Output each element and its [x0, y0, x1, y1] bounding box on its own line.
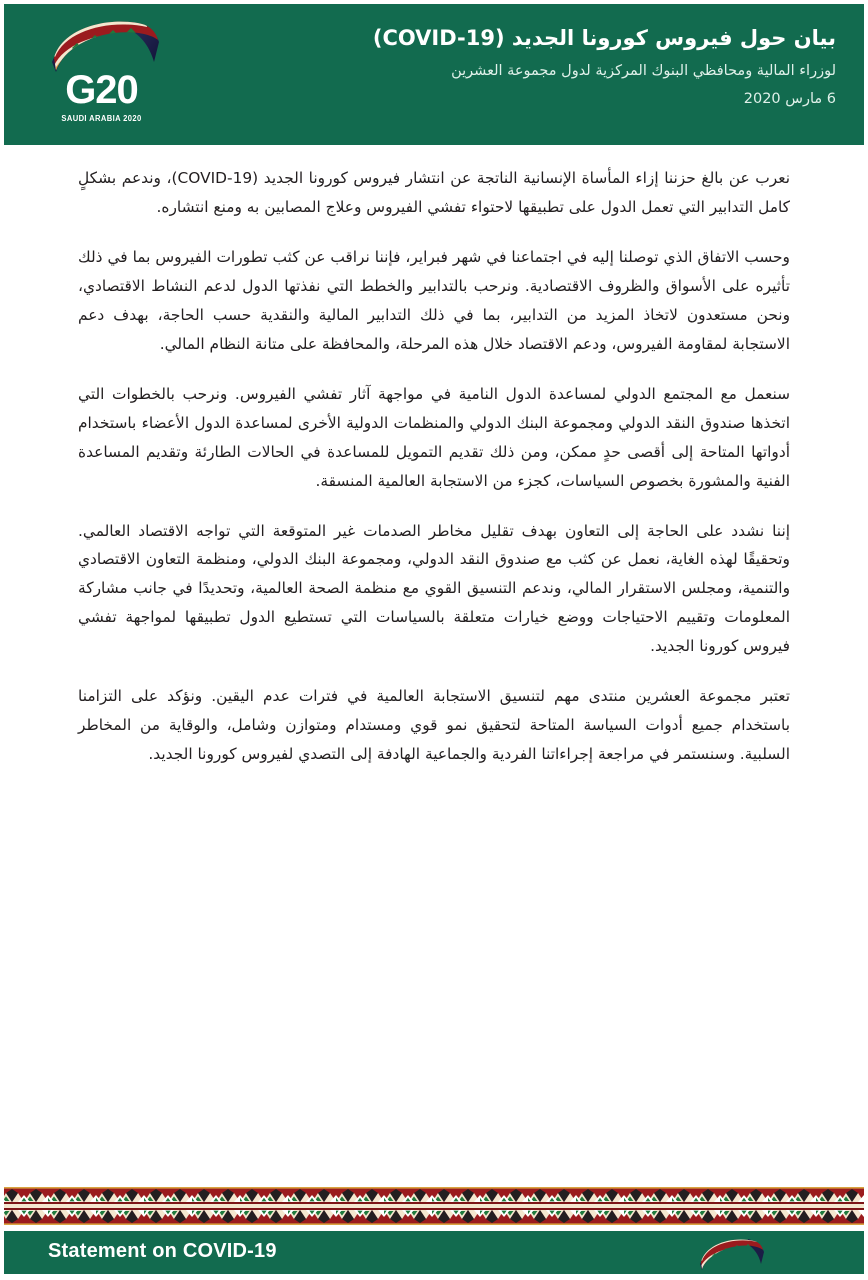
sadu-pattern-divider — [4, 1202, 864, 1210]
sadu-pattern-row-bottom — [4, 1210, 864, 1225]
sadu-pattern-band — [4, 1187, 864, 1225]
g20-logo — [34, 18, 169, 133]
statement-paragraph: نعرب عن بالغ حزننا إزاء المأساة الإنسانية الناتجة عن انتشار فيروس كورونا الجديد (COVID-19)، وندعم بشكلٍ كامل التدابير التي تعمل الدول على تطبيقها لاحتواء تفشي الفيروس وعلاج المصابين به ومنع انتشاره. — [78, 169, 790, 216]
statement-paragraph: إننا نشدد على الحاجة إلى التعاون بهدف تقليل مخاطر الصدمات غير المتوقعة التي تواجه الاقتصاد العالمي. وتحقيقًا لهذه الغاية، نعمل عن كثب مع صندوق النقد الدولي، ومجموعة البنك الدولي، ومنظمة التعاون الاقتصادي والتنمية، ومجلس الاستقرار المالي، وندعم التنسيق القوي مع منظمة الصحة العالمية، وتحديدًا في جانب مشاركة المعلومات وتقييم الاحتياجات ووضع خيارات متعلقة بالسياسات التي تستطيع الدول تطبيقها لمواجهة تفشي فيروس كورونا الجديد. — [78, 521, 790, 656]
g20-wordmark: G20 — [65, 68, 138, 112]
page-title: بيان حول فيروس كورونا الجديد (COVID-19) — [372, 26, 836, 50]
g20-logo-subtitle: SAUDI ARABIA 2020 — [61, 114, 142, 123]
statement-paragraph: وحسب الاتفاق الذي توصلنا إليه في اجتماعنا في شهر فبراير، فإننا نراقب عن كثب تطورات الفيروس بما في ذلك تأثيره على الأسواق والظروف الاقتصادية. ونرحب بالتدابير والخطط التي نفذتها الدول لدعم النشاط الاقتصادي، ونحن مستعدون لاتخاذ المزيد من التدابير، بما في ذلك التدابير المالية والنقدية حسب الحاجة، بهدف دعم الاستجابة لمقاومة الفيروس، ودعم الاقتصاد خلال هذه المرحلة، والمحافظة على متانة النظام المالي. — [78, 247, 790, 353]
header-subtitle: لوزراء المالية ومحافظي البنوك المركزية لدول مجموعة العشرين — [451, 63, 836, 80]
sadu-pattern-row-top — [4, 1187, 864, 1202]
document-footer — [4, 1231, 864, 1274]
header-text-block — [276, 24, 836, 111]
g20-sadu-ribbon-icon — [696, 1237, 768, 1274]
statement-paragraph: تعتبر مجموعة العشرين منتدى مهم لتنسيق الاستجابة العالمية في فترات عدم اليقين. ونؤكد على التزامنا باستخدام جميع أدوات السياسة المتاحة لتحقيق نمو قوي ومستدام ومتوازن وشامل، والوقاية من المخاطر السلبية. وسنستمر في مراجعة إجراءاتنا الفردية والجماعية الهادفة إلى التصدي لفيروس كورونا الجديد. — [78, 687, 790, 764]
header-date: 6 مارس 2020 — [743, 91, 836, 108]
footer-label: Statement on COVID-19 — [48, 1240, 277, 1262]
statement-body — [78, 164, 790, 769]
document-header — [4, 4, 864, 145]
statement-paragraph: سنعمل مع المجتمع الدولي لمساعدة الدول النامية في مواجهة آثار تفشي الفيروس. ونرحب بالخطوات التي اتخذها صندوق النقد الدولي ومجموعة البنك الدولي والمنظمات الدولية الأخرى لمساعدة الدول الأعضاء باستخدام أدواتها المتاحة إلى أقصى حدٍ ممكن، ومن ذلك تقديم التمويل للمساعدة في الحالات الطارئة وتقديم المساعدة الفنية والمشورة بخصوص السياسات، كجزء من الاستجابة العالمية المنسقة. — [78, 384, 790, 490]
